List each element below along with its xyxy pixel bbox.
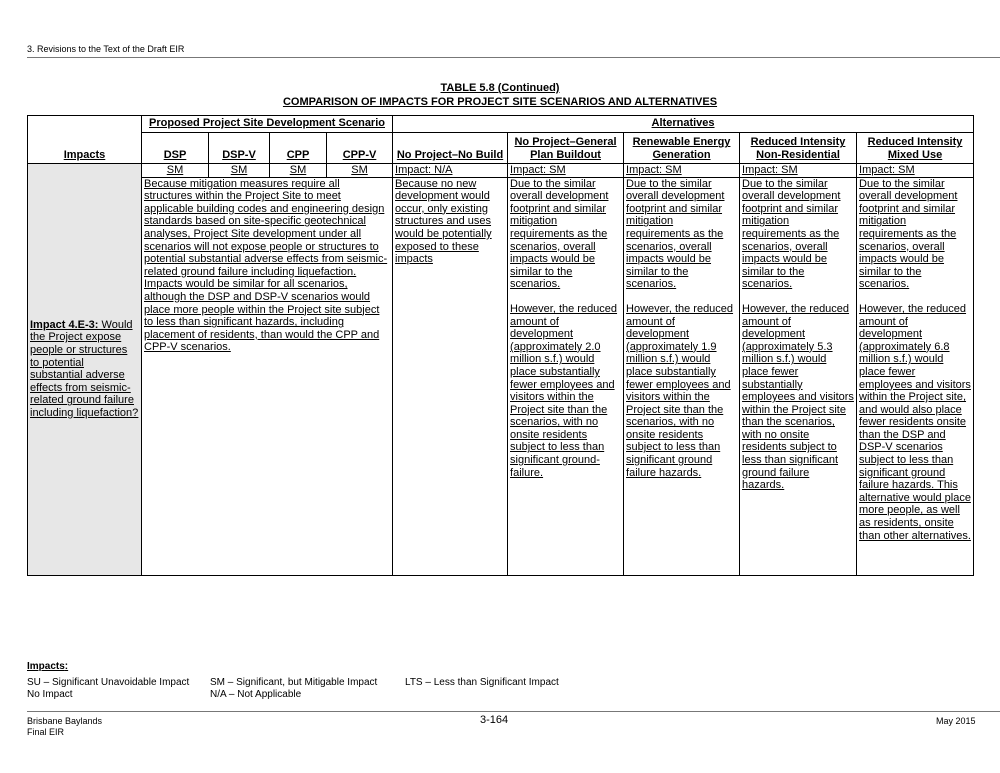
- reduced-non-residential-description: [740, 177, 857, 575]
- rating-renewable-energy: Impact: SM: [624, 163, 740, 177]
- col-header-reduced-non-residential: Reduced Intensity Non-Residential: [740, 132, 857, 163]
- no-project-gp-buildout-description: [508, 177, 624, 575]
- col-header-cpp: CPP: [270, 132, 327, 163]
- footer-date: May 2015: [936, 716, 976, 726]
- group-header-proposed: Proposed Project Site Development Scenario: [142, 116, 393, 133]
- col-header-reduced-mixed-use: Reduced Intensity Mixed Use: [857, 132, 974, 163]
- impact-description-row: [28, 177, 974, 575]
- description-paragraph: However, the reduced amount of development (approximately 1.9 million s.f.) would place substantially fewer employees and visitors within the Project site than the scenarios, with no onsite residents subject to less than significant ground failure hazards.: [626, 302, 734, 479]
- col-header-dsp: DSP: [142, 132, 209, 163]
- header-rule: [27, 57, 1000, 58]
- impact-cell: [28, 163, 142, 575]
- impact-label: Impact 4.E-3:: [30, 318, 99, 331]
- col-header-impacts: Impacts: [28, 116, 142, 164]
- table-title: TABLE 5.8 (Continued): [440, 82, 560, 94]
- impact-question: Would the Project expose people or structures to potential substantial adverse effects from seismic-related ground failure including liquefaction?: [30, 318, 139, 419]
- impact-rating-row: [28, 163, 974, 177]
- description-paragraph: Due to the similar overall development footprint and similar mitigation requirements as the scenarios, overall impacts would be similar to the scenarios.: [626, 177, 725, 291]
- group-header-alternatives: Alternatives: [393, 116, 974, 133]
- no-project-no-build-description: Because no new development would occur, only existing structures and uses would be potentially exposed to these impacts: [393, 177, 508, 575]
- description-paragraph: Due to the similar overall development footprint and similar mitigation requirements as the scenarios, overall impacts would be similar to the scenarios.: [742, 177, 841, 291]
- description-paragraph: However, the reduced amount of development (approximately 6.8 million s.f.) would place fewer employees and visitors within the Project site, and would also place fewer residents onsite than the DSP and DSP-V scenarios subject to less than significant ground failure hazards. This alternative would place more people, as well as residents, onsite than other alternatives.: [859, 302, 971, 542]
- description-paragraph: However, the reduced amount of development (approximately 5.3 million s.f.) would place fewer substantially employees and visitors within the Project site than the scenarios, with no onsite residents subject to less than significant ground failure hazards.: [742, 302, 854, 492]
- legend-no-impact: No Impact: [27, 689, 73, 700]
- description-paragraph: However, the reduced amount of development (approximately 2.0 million s.f.) would place substantially fewer employees and visitors within the Project site than the scenarios, with no onsite residents subject to less than significant ground-failure.: [510, 302, 618, 479]
- reduced-mixed-use-description: [857, 177, 974, 575]
- renewable-energy-description: [624, 177, 740, 575]
- description-paragraph: Due to the similar overall development footprint and similar mitigation requirements as the scenarios, overall impacts would be similar to the scenarios.: [859, 177, 958, 291]
- impacts-comparison-table: [27, 115, 974, 576]
- legend-na: N/A – Not Applicable: [210, 689, 302, 700]
- legend-heading-text: Impacts: [27, 661, 65, 672]
- rating-reduced-non-residential: Impact: SM: [740, 163, 857, 177]
- rating-cpp: SM: [270, 163, 327, 177]
- col-header-no-project-no-build: No Project–No Build: [393, 132, 508, 163]
- col-header-renewable-energy: Renewable Energy Generation: [624, 132, 740, 163]
- col-header-dspv: DSP-V: [209, 132, 270, 163]
- legend-lts: LTS – Less than Significant Impact: [405, 677, 559, 688]
- table-subtitle: COMPARISON OF IMPACTS FOR PROJECT SITE SCENARIOS AND ALTERNATIVES: [282, 96, 718, 108]
- legend-heading-colon: :: [64, 661, 69, 672]
- running-header: 3. Revisions to the Text of the Draft EIR: [27, 44, 185, 54]
- footer-document-type: Final EIR: [27, 727, 65, 737]
- rating-no-project-gp-buildout: Impact: SM: [508, 163, 624, 177]
- legend-heading: [27, 661, 68, 672]
- col-header-no-project-gp-buildout: No Project–General Plan Buildout: [508, 132, 624, 163]
- rating-cppv: SM: [327, 163, 393, 177]
- footer-rule: [27, 711, 1000, 712]
- proposed-scenarios-description: Because mitigation measures require all structures within the Project Site to meet applicable building codes and engineering design standards based on site-specific geotechnical analyses, Project Site development under all scenarios will not expose people or structures to potential substantial adverse effects from seismic-related ground failure including liquefaction. Impacts would be similar for all scenarios, although the DSP and DSP-V scenarios would place more people within the Project site subject to less than significant hazards, including placement of residents, than would the CPP and CPP-V scenarios.: [142, 177, 393, 575]
- col-header-cppv: CPP-V: [327, 132, 393, 163]
- column-header-row: [28, 132, 974, 163]
- group-header-row: [28, 116, 974, 133]
- footer-document-name: Brisbane Baylands: [27, 716, 103, 726]
- rating-dsp: SM: [142, 163, 209, 177]
- rating-dspv: SM: [209, 163, 270, 177]
- page-number: 3-164: [480, 714, 509, 726]
- rating-reduced-mixed-use: Impact: SM: [857, 163, 974, 177]
- rating-no-project-no-build: Impact: N/A: [393, 163, 508, 177]
- description-paragraph: Due to the similar overall development footprint and similar mitigation requirements as the scenarios, overall impacts would be similar to the scenarios.: [510, 177, 609, 291]
- legend-su: SU – Significant Unavoidable Impact: [27, 677, 190, 688]
- legend-sm: SM – Significant, but Mitigable Impact: [210, 677, 378, 688]
